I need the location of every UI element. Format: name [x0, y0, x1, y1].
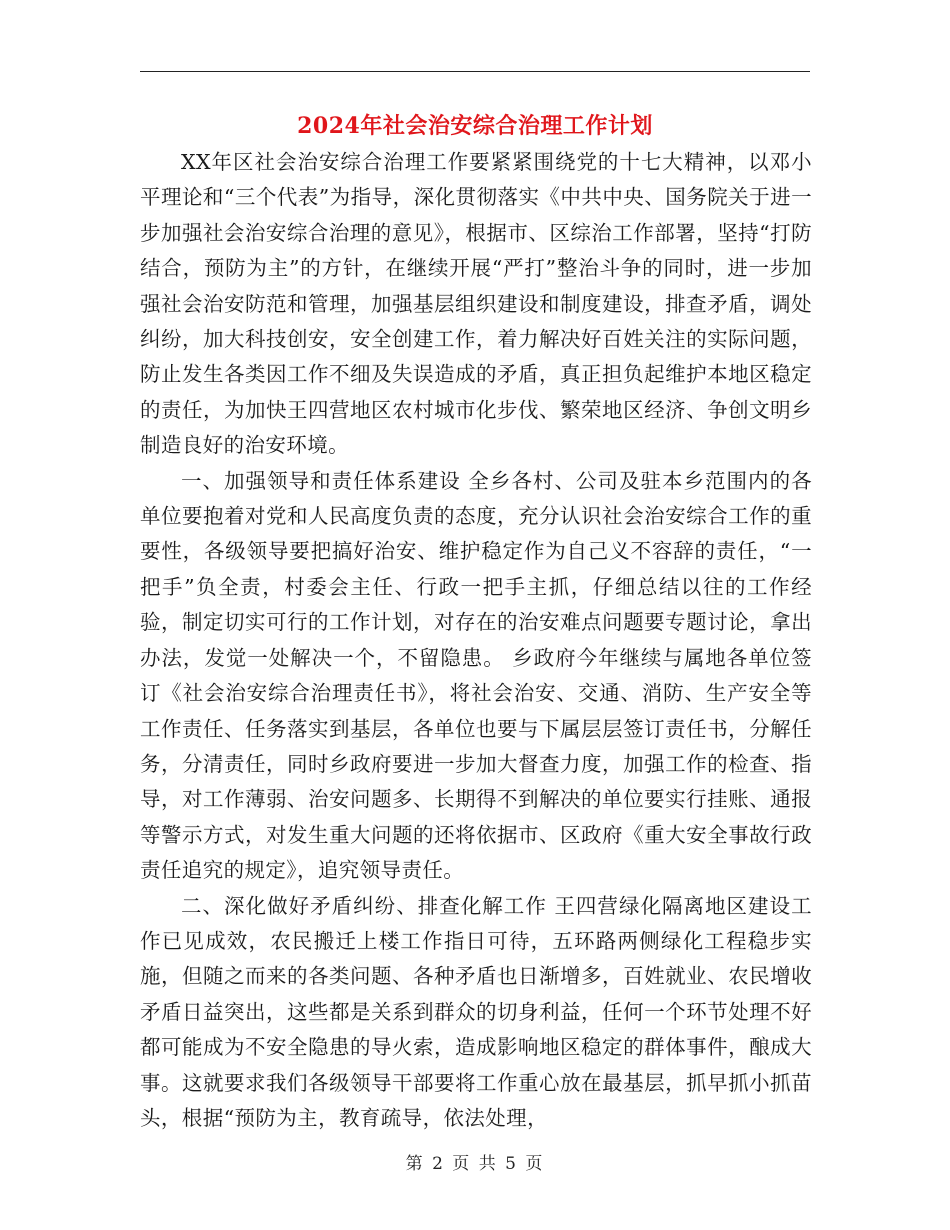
- document-body: [140, 145, 812, 1136]
- document-title: 2024年社会治安综合治理工作计划: [297, 113, 653, 139]
- paragraph-intro: XX年区社会治安综合治理工作要紧紧围绕党的十七大精神，以邓小平理论和“三个代表”为指导，深化贯彻落实《中共中央、国务院关于进一步加强社会治安综合治理的意见》，根据市、区综治工作部署，坚持“打防结合，预防为主”的方针，在继续开展“严打”整治斗争的同时，进一步加强社会治安防范和管理，加强基层组织建设和制度建设，排查矛盾，调处纠纷，加大科技创安，安全创建工作，着力解决好百姓关注的实际问题，防止发生各类因工作不细及失误造成的矛盾，真正担负起维护本地区稳定的责任，为加快王四营地区农村城市化步伐、繁荣地区经济、争创文明乡制造良好的治安环境。: [140, 150, 812, 458]
- page-footer: 第 2 页 共 5 页: [405, 1154, 545, 1174]
- header-rule: [140, 71, 810, 72]
- paragraph-section-2: 二、深化做好矛盾纠纷、排查化解工作 王四营绿化隔离地区建设工作已见成效，农民搬迁上楼工作指日可待，五环路两侧绿化工程稳步实施，但随之而来的各类问题、各种矛盾也日渐增多，百姓就业、农民增收矛盾日益突出，这些都是关系到群众的切身利益，任何一个环节处理不好都可能成为不安全隐患的导火索，造成影响地区稳定的群体事件，酿成大事。这就要求我们各级领导干部要将工作重心放在最基层，抓早抓小抓苗头，根据“预防为主，教育疏导，依法处理，: [140, 893, 812, 1130]
- paragraph-section-1: 一、加强领导和责任体系建设 全乡各村、公司及驻本乡范围内的各单位要抱着对党和人民高度负责的态度，充分认识社会治安综合工作的重要性，各级领导要把搞好治安、维护稳定作为自己义不容辞的责任，“一把手”负全责，村委会主任、行政一把手主抓，仔细总结以往的工作经验，制定切实可行的工作计划，对存在的治安难点问题要专题讨论，拿出办法，发觉一处解决一个，不留隐患。 乡政府今年继续与属地各单位签订《社会治安综合治理责任书》，将社会治安、交通、消防、生产安全等工作责任、任务落实到基层，各单位也要与下属层层签订责任书，分解任务，分清责任，同时乡政府要进一步加大督查力度，加强工作的检查、指导，对工作薄弱、治安问题多、长期得不到解决的单位要实行挂账、通报等警示方式，对发生重大问题的还将依据市、区政府《重大安全事故行政责任追究的规定》，追究领导责任。: [140, 468, 812, 883]
